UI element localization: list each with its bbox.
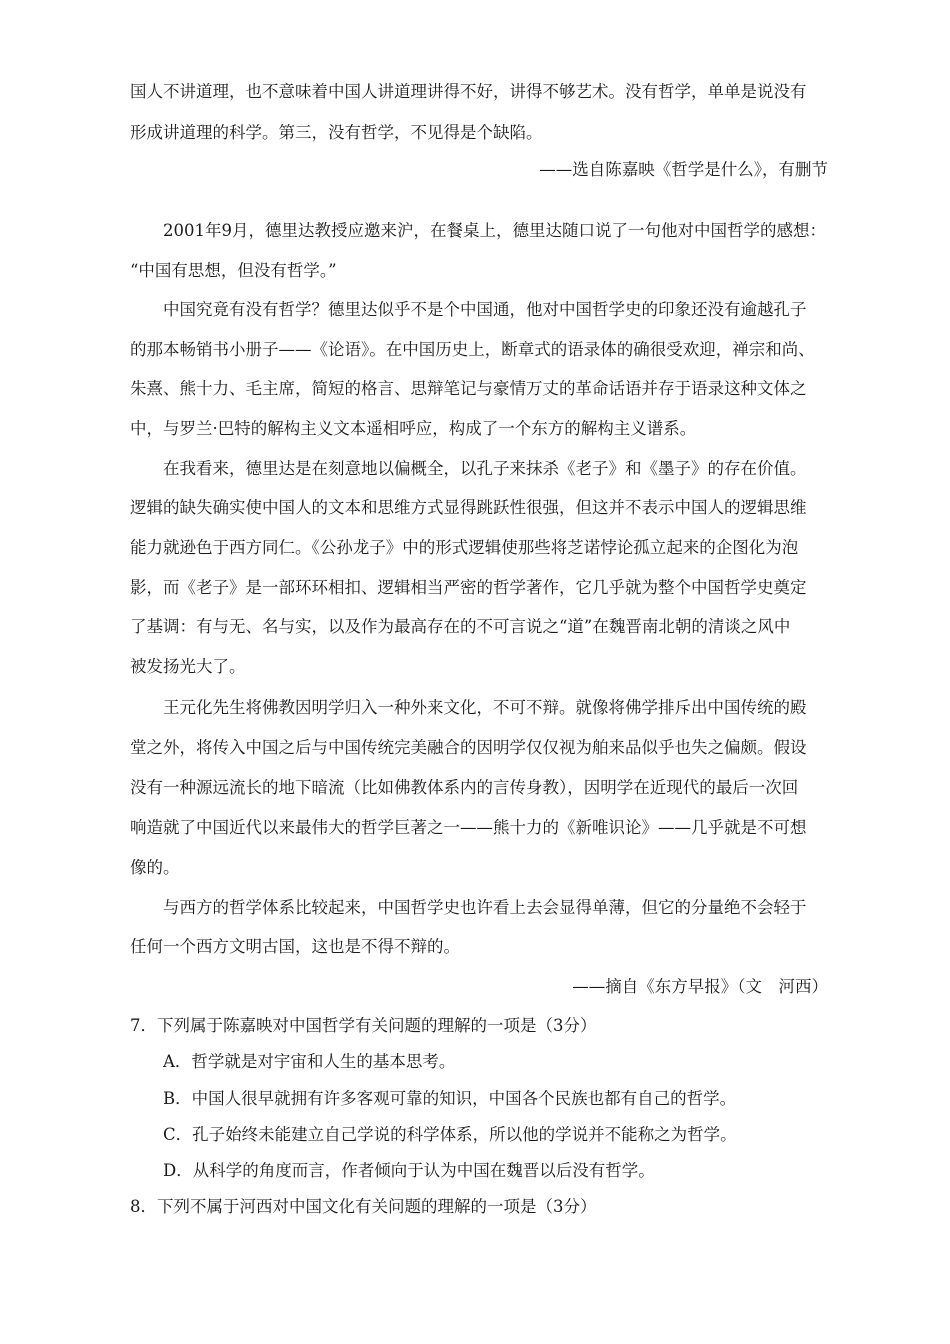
passage2-line-9: 能力就逊色于西方同仁。《公孙龙子》中的形式逻辑使那些将芝诺悖论孤立起来的企图化为泡: [130, 538, 799, 557]
passage2-line-6: 中，与罗兰·巴特的解构主义文本遥相呼应，构成了一个东方的解构主义谱系。: [130, 419, 697, 438]
question-7-option-b: B．中国人很早就拥有许多客观可靠的知识，中国各个民族也都有自己的哲学。: [163, 1089, 737, 1108]
passage2-line-1: 2001年9月，德里达教授应邀来沪，在餐桌上，德里达随口说了一句他对中国哲学的感想：: [163, 221, 826, 240]
passage2-line-11: 了基调：有与无、名与实，以及作为最高存在的不可言说之“道”在魏晋南北朝的清谈之风中: [130, 617, 791, 636]
passage2-line-16: 响造就了中国近代以来最伟大的哲学巨著之一——熊十力的《新唯识论》——几乎就是不可想: [130, 818, 807, 837]
passage2-line-8: 逻辑的缺失确实使中国人的文本和思维方式显得跳跃性很强，但这并不表示中国人的逻辑思维: [130, 498, 807, 517]
passage1-source: ——选自陈嘉映《哲学是什么》，有删节: [539, 160, 828, 179]
passage2-line-19: 任何一个西方文明古国，这也是不得不辩的。: [130, 937, 460, 956]
passage2-line-5: 朱熹、熊十力、毛主席，简短的格言、思辩笔记与豪情万丈的革命话语并存于语录这种文体之: [130, 379, 807, 398]
question-8-stem: 8．下列不属于河西对中国文化有关问题的理解的一项是（3分）: [130, 1197, 597, 1216]
passage2-line-2: “中国有思想，但没有哲学。”: [130, 261, 337, 280]
passage2-line-18: 与西方的哲学体系比较起来，中国哲学史也许看上去会显得单薄，但它的分量绝不会轻于: [163, 898, 807, 917]
passage2-line-15: 没有一种源远流长的地下暗流（比如佛教体系内的言传身教），因明学在近现代的最后一次回: [130, 778, 799, 797]
passage2-line-12: 被发扬光大了。: [130, 657, 246, 676]
passage2-source: ——摘自《东方早报》（文 河西）: [572, 977, 828, 996]
passage2-line-17: 像的。: [130, 858, 180, 877]
question-7-option-a: A．哲学就是对宇宙和人生的基本思考。: [163, 1052, 456, 1071]
passage1-line-2: 形成讲道理的科学。第三，没有哲学，不见得是个缺陷。: [130, 123, 543, 142]
passage2-line-3: 中国究竟有没有哲学？德里达似乎不是个中国通，他对中国哲学史的印象还没有逾越孔子: [163, 300, 807, 319]
passage2-line-14: 堂之外，将传入中国之后与中国传统完美融合的因明学仅仅视为舶来品似乎也失之偏颇。假设: [130, 738, 807, 757]
passage2-line-4: 的那本畅销书小册子——《论语》。在中国历史上，断章式的语录体的确很受欢迎，禅宗和尚、: [130, 340, 815, 359]
question-7-option-c: C．孔子始终未能建立自己学说的科学体系，所以他的学说并不能称之为哲学。: [163, 1125, 737, 1144]
question-7-stem: 7．下列属于陈嘉映对中国哲学有关问题的理解的一项是（3分）: [130, 1016, 597, 1035]
question-7-option-d: D．从科学的角度而言，作者倾向于认为中国在魏晋以后没有哲学。: [163, 1161, 655, 1180]
passage1-line-1: 国人不讲道理，也不意味着中国人讲道理讲得不好，讲得不够艺术。没有哲学，单单是说没有: [130, 82, 807, 101]
passage2-line-7: 在我看来，德里达是在刻意地以偏概全，以孔子来抹杀《老子》和《墨子》的存在价值。: [163, 459, 807, 478]
passage2-line-13: 王元化先生将佛教因明学归入一种外来文化，不可不辩。就像将佛学排斥出中国传统的殿: [163, 698, 807, 717]
passage2-line-10: 影，而《老子》是一部环环相扣、逻辑相当严密的哲学著作，它几乎就为整个中国哲学史奠定: [130, 578, 807, 597]
